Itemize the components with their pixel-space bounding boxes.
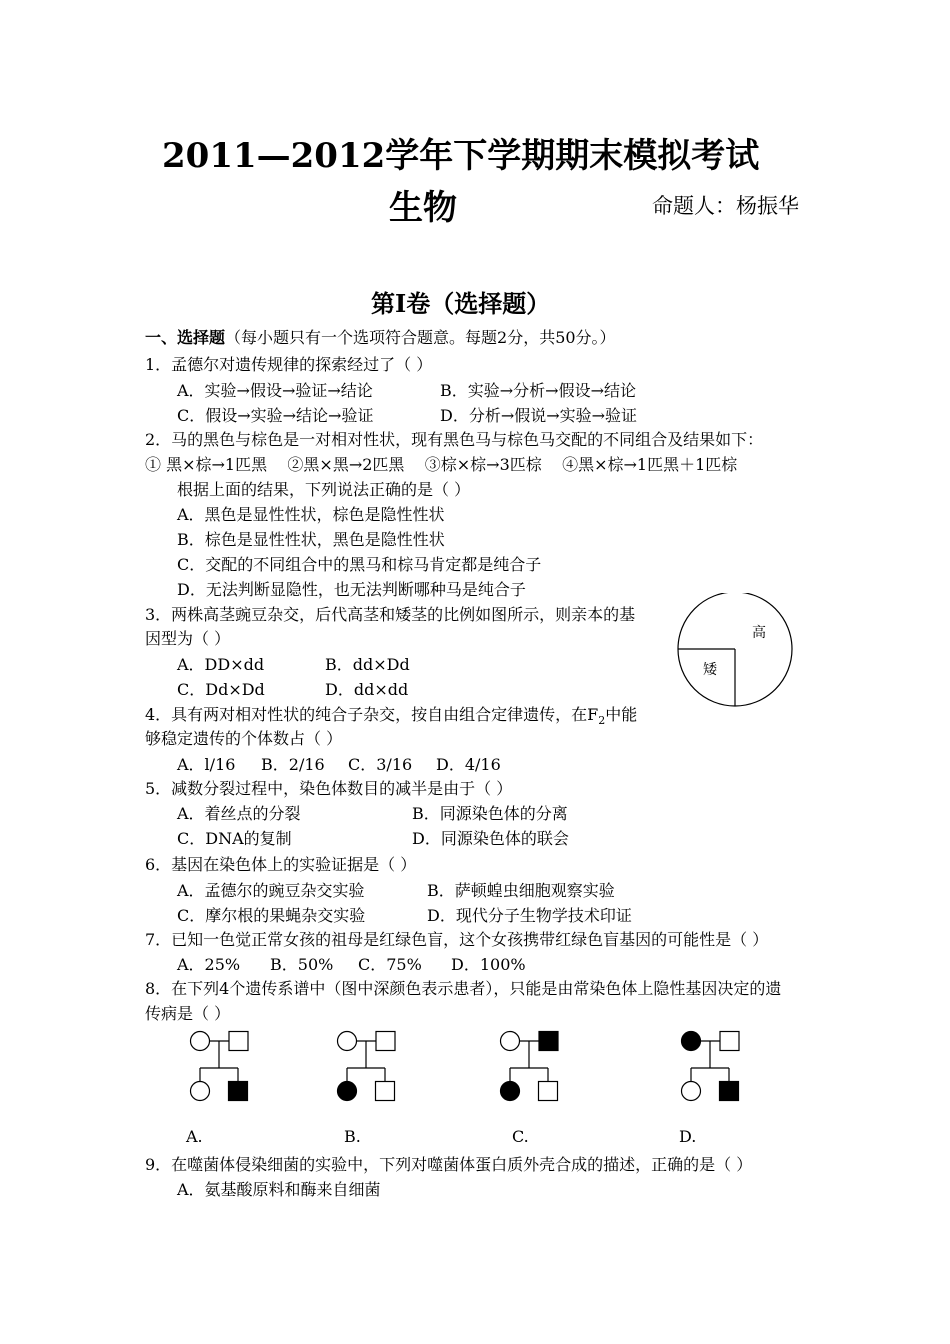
q1-option-c: C．假设→实验→结论→验证 xyxy=(177,406,374,425)
male-affected xyxy=(539,1032,558,1051)
male-unaffected xyxy=(376,1032,395,1051)
q2-ask: 根据上面的结果，下列说法正确的是（ ） xyxy=(177,480,471,499)
male-affected xyxy=(229,1082,248,1101)
female-unaffected xyxy=(501,1032,520,1051)
q2-option-c: C．交配的不同组合中的黑马和棕马肯定都是纯合子 xyxy=(177,555,542,574)
q4-stem-post: 中能 xyxy=(605,705,638,724)
q5-option-a: A．着丝点的分裂 xyxy=(177,804,301,823)
q6-option-d: D．现代分子生物学技术印证 xyxy=(427,906,632,925)
female-unaffected xyxy=(682,1082,701,1101)
q8-option-d: D. xyxy=(679,1127,697,1146)
pedigree-d xyxy=(679,1028,749,1108)
female-affected xyxy=(338,1082,357,1101)
q6-option-b: B．萨顿蝗虫细胞观察实验 xyxy=(427,881,615,900)
q3-option-a: A．DD×dd xyxy=(177,655,265,674)
pie-label-short: 矮 xyxy=(703,662,717,678)
q9-option-a: A．氨基酸原料和酶来自细菌 xyxy=(177,1180,381,1199)
q8-option-a: A. xyxy=(186,1127,203,1146)
q2-stem: 2．马的黑色与棕色是一对相对性状，现有黑色马与棕色马交配的不同组合及结果如下： xyxy=(145,430,764,449)
q9-stem: 9．在噬菌体侵染细菌的实验中，下列对噬菌体蛋白质外壳合成的描述，正确的是（ ） xyxy=(145,1155,753,1174)
q7-option-d: D．100% xyxy=(451,955,526,974)
part-heading-line xyxy=(145,325,616,348)
male-unaffected xyxy=(229,1032,248,1051)
q7-stem: 7．已知一色觉正常女孩的祖母是红绿色盲，这个女孩携带红绿色盲基因的可能性是（ ） xyxy=(145,930,769,949)
pie-label-tall: 高 xyxy=(752,625,766,641)
part-note: （每小题只有一个选项符合题意。每题2分，共50分。） xyxy=(225,328,616,347)
q7-option-c: C．75% xyxy=(358,955,422,974)
q4-stem-sub: 2 xyxy=(598,714,606,728)
male-unaffected xyxy=(539,1082,558,1101)
q4-stem-pre: 4．具有两对相对性状的纯合子杂交，按自由组合定律遗传，在F xyxy=(145,705,599,724)
q3-stem-2: 因型为（ ） xyxy=(145,629,231,648)
q8-option-c: C. xyxy=(512,1127,529,1146)
female-unaffected xyxy=(338,1032,357,1051)
q3-option-b: B．dd×Dd xyxy=(325,655,410,674)
q2-option-b: B．棕色是显性性状，黑色是隐性性状 xyxy=(177,530,445,549)
q3-option-c: C．Dd×Dd xyxy=(177,680,265,699)
q2-combos: ① 黑×棕→1匹黑 ②黑×黑→2匹黑 ③棕×棕→3匹棕 ④黑×棕→1匹黑＋1匹棕 xyxy=(145,455,738,474)
exam-title: 2011—2012学年下学期期末模拟考试 xyxy=(162,136,760,176)
q6-stem: 6．基因在染色体上的实验证据是（ ） xyxy=(145,855,417,874)
q4-stem-1 xyxy=(145,702,637,727)
q4-option-a: A．l/16 xyxy=(177,755,236,774)
q1-option-b: B．实验→分析→假设→结论 xyxy=(440,381,636,400)
female-unaffected xyxy=(191,1032,210,1051)
male-affected xyxy=(720,1082,739,1101)
male-unaffected xyxy=(720,1032,739,1051)
q1-stem: 1．孟德尔对遗传规律的探索经过了（ ） xyxy=(145,355,433,374)
q5-option-d: D．同源染色体的联会 xyxy=(412,829,569,848)
author-line: 命题人：杨振华 xyxy=(652,194,799,218)
q7-option-a: A．25% xyxy=(177,955,241,974)
pedigree-b xyxy=(335,1028,405,1108)
pedigree-a xyxy=(188,1028,258,1108)
female-affected xyxy=(682,1032,701,1051)
q2-option-a: A．黑色是显性性状，棕色是隐性性状 xyxy=(177,505,445,524)
q4-stem-2: 够稳定遗传的个体数占（ ） xyxy=(145,729,343,748)
q7-option-b: B．50% xyxy=(270,955,334,974)
q1-option-a: A．实验→假设→验证→结论 xyxy=(177,381,373,400)
q4-option-d: D．4/16 xyxy=(436,755,501,774)
pedigree-c xyxy=(498,1028,568,1108)
q3-option-d: D．dd×dd xyxy=(325,680,409,699)
q3-stem-1: 3．两株高茎豌豆杂交，后代高茎和矮茎的比例如图所示，则亲本的基 xyxy=(145,605,636,624)
q5-option-c: C．DNA的复制 xyxy=(177,829,292,848)
male-unaffected xyxy=(376,1082,395,1101)
q1-option-d: D．分析→假说→实验→验证 xyxy=(440,406,638,425)
q4-option-b: B．2/16 xyxy=(261,755,325,774)
q8-stem-1: 8．在下列4个遗传系谱中（图中深颜色表示患者），只能是由常染色体上隐性基因决定的遗 xyxy=(145,979,782,998)
subject-title: 生物 xyxy=(389,188,457,228)
female-affected xyxy=(501,1082,520,1101)
q8-stem-2: 传病是（ ） xyxy=(145,1004,231,1023)
q6-option-a: A．孟德尔的豌豆杂交实验 xyxy=(177,881,365,900)
q5-stem: 5．减数分裂过程中，染色体数目的减半是由于（ ） xyxy=(145,779,513,798)
female-unaffected xyxy=(191,1082,210,1101)
q5-option-b: B．同源染色体的分离 xyxy=(412,804,568,823)
part-heading: 一、选择题 xyxy=(145,328,226,347)
q4-option-c: C．3/16 xyxy=(348,755,413,774)
q3-pie-diagram xyxy=(673,593,803,713)
q2-option-d: D．无法判断显隐性，也无法判断哪种马是纯合子 xyxy=(177,580,526,599)
volume-title: 第Ⅰ卷（选择题） xyxy=(371,289,551,318)
q8-option-b: B. xyxy=(344,1127,361,1146)
q6-option-c: C．摩尔根的果蝇杂交实验 xyxy=(177,906,366,925)
